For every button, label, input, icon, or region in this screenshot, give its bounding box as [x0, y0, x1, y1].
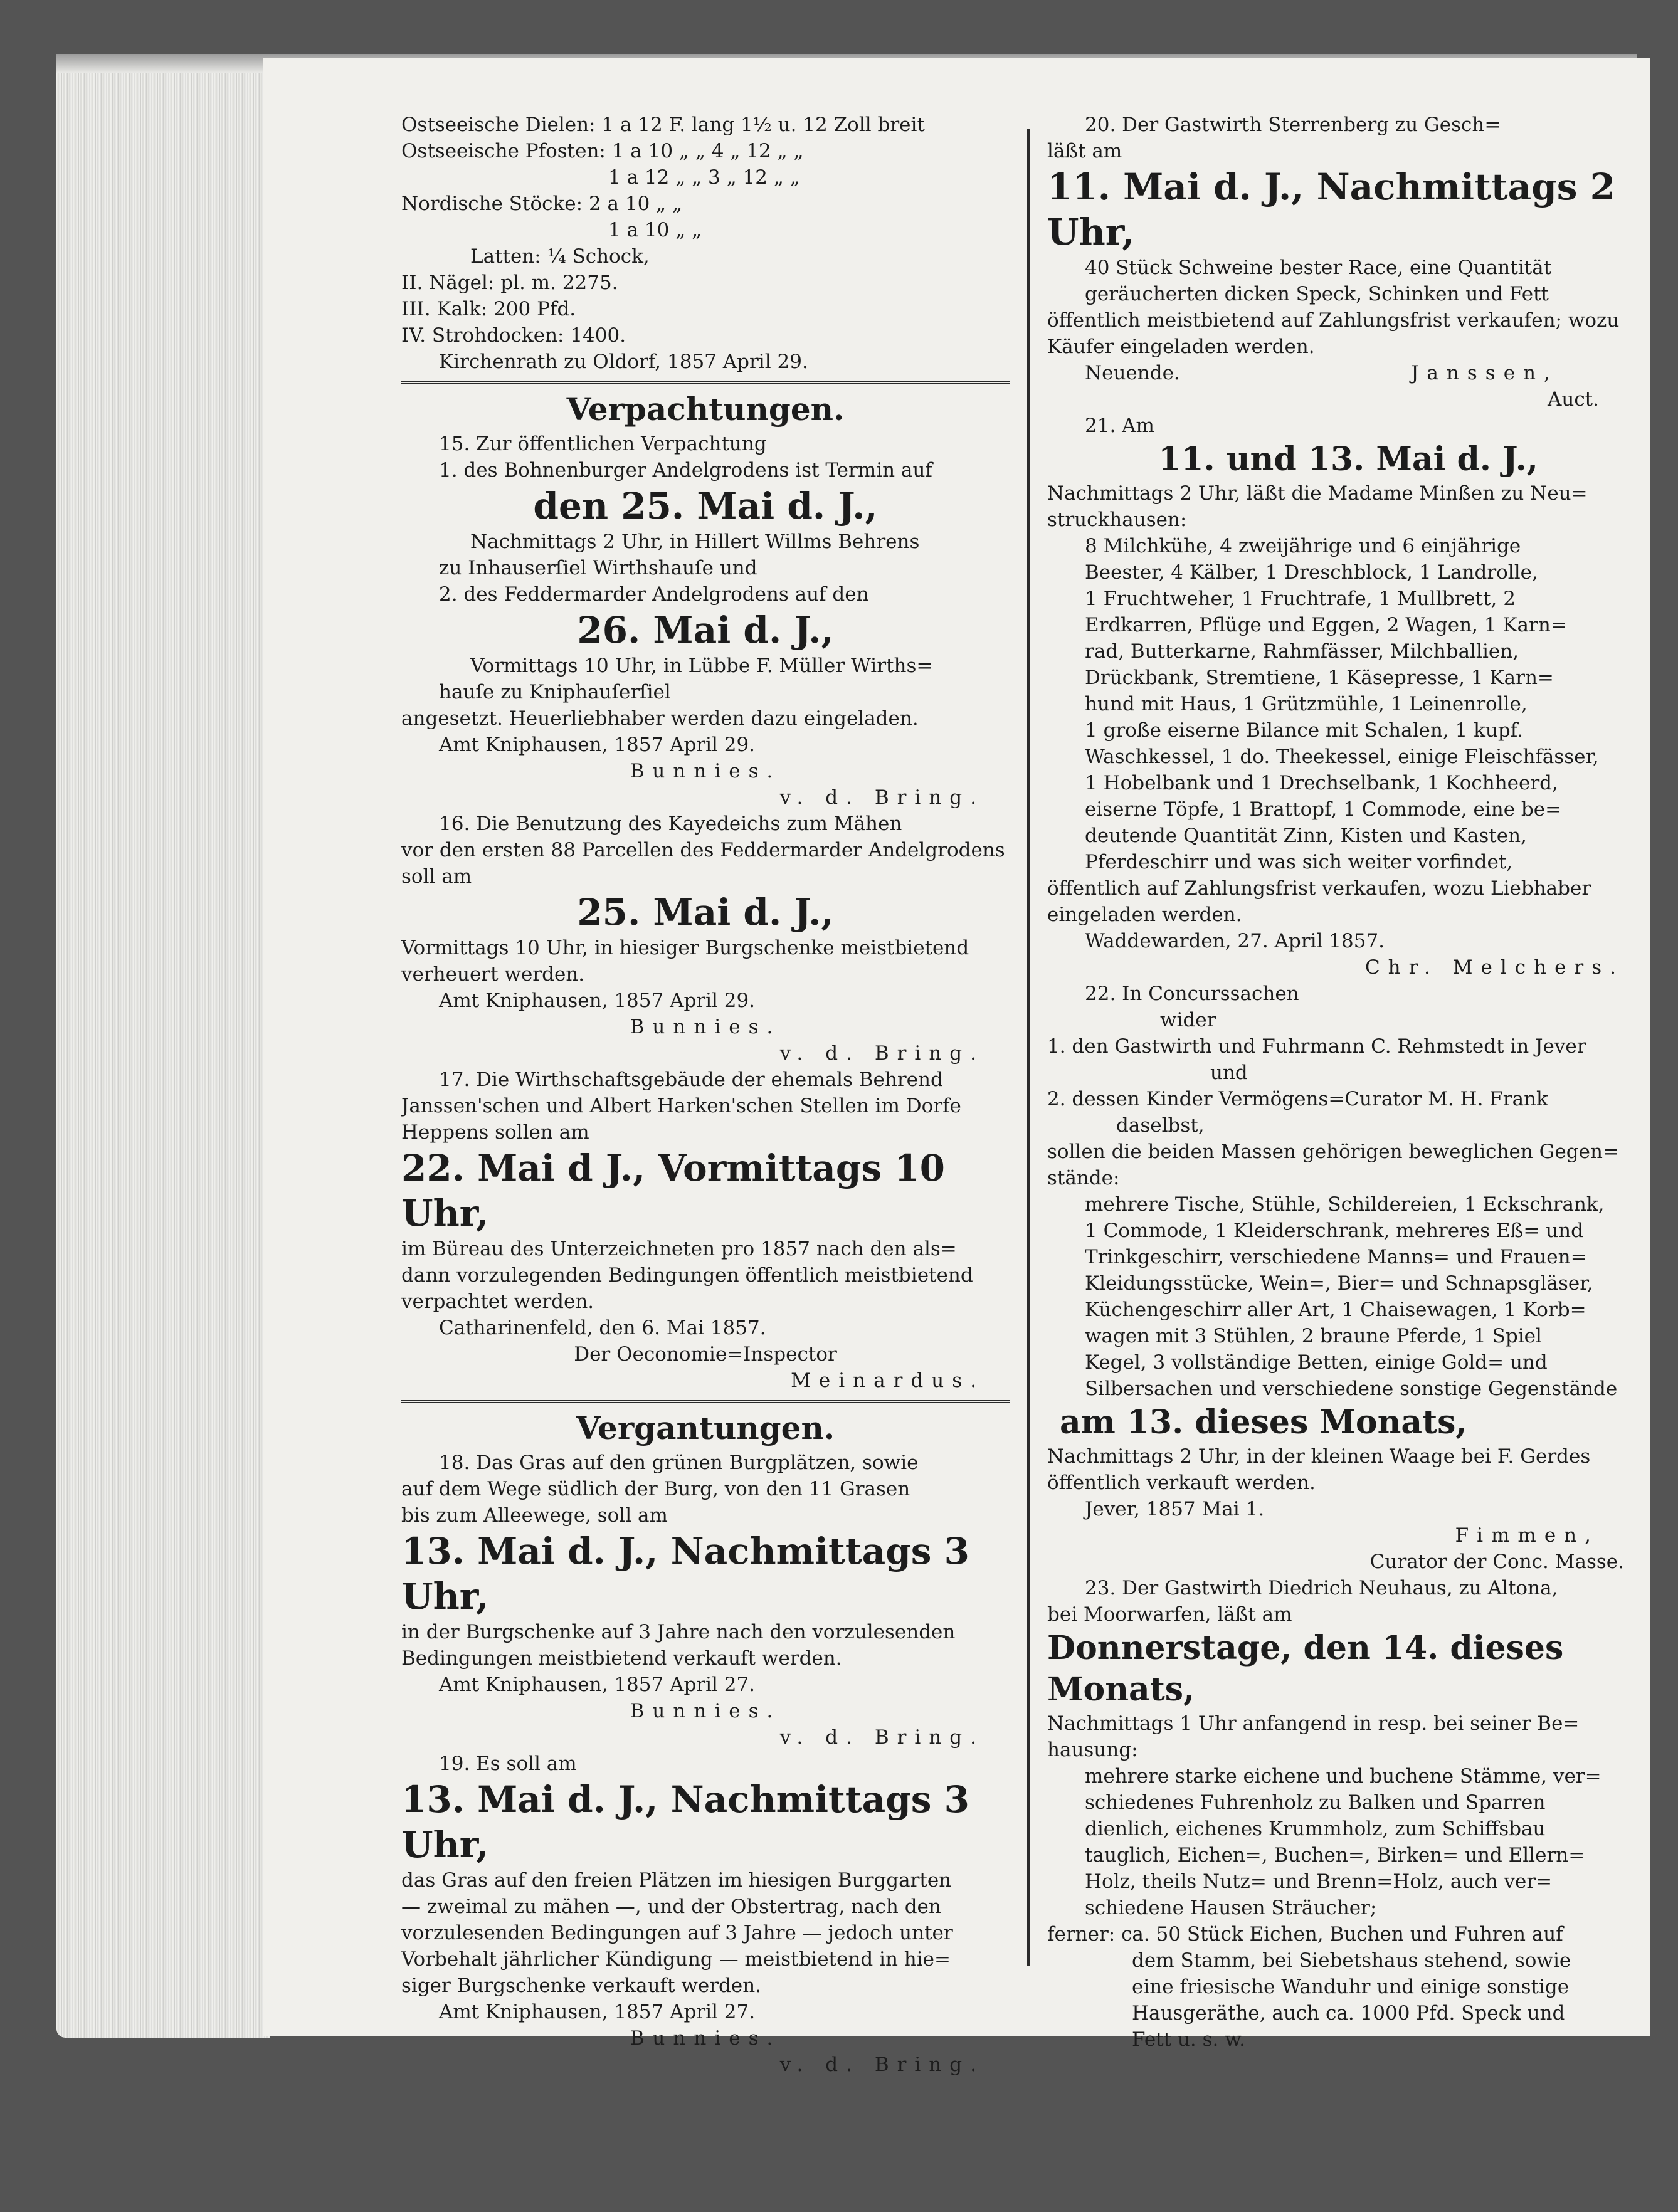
notice-line: soll am	[401, 865, 472, 888]
notice-line: stände:	[1047, 1167, 1120, 1189]
notice-line: 20. Der Gastwirth Sterrenberg zu Gesch=	[1085, 113, 1501, 136]
notice-signature: Fimmen,	[1455, 1524, 1599, 1547]
notice-line: Vormittags 10 Uhr, in hiesiger Burgschenke meistbietend	[401, 937, 969, 959]
notice-line: ferner: ca. 50 Stück Eichen, Buchen und Fuhren auf	[1047, 1923, 1563, 1946]
notice-date: 25. Mai d. J.,	[577, 891, 834, 934]
notice-line: hauſe zu Kniphauſerſiel	[439, 681, 671, 703]
notice-line: — zweimal zu mähen —, und der Obstertrag, nach den	[401, 1895, 941, 1918]
notice-line: eine friesische Wanduhr und einige sonstige	[1132, 1976, 1570, 1998]
notice-line: Jever, 1857 Mai 1.	[1085, 1498, 1265, 1520]
notice-line: verpachtet werden.	[401, 1290, 594, 1313]
notice-line: öffentlich verkauft werden.	[1047, 1472, 1316, 1494]
notice-line: tauglich, Eichen=, Buchen=, Birken= und Ellern=	[1085, 1844, 1585, 1867]
notice-line: Amt Kniphausen, 1857 April 29.	[439, 734, 756, 756]
notice-line: angesetzt. Heuerliebhaber werden dazu eingeladen.	[401, 707, 919, 730]
notice-line: Nachmittags 2 Uhr, in der kleinen Waage bei F. Gerdes	[1047, 1445, 1591, 1468]
notice-line: dem Stamm, bei Siebetshaus stehend, sowie	[1132, 1949, 1571, 1972]
notice-line: 23. Der Gastwirth Diedrich Neuhaus, zu Altona,	[1085, 1577, 1558, 1599]
notice-line: Holz, theils Nutz= und Brenn=Holz, auch ver=	[1085, 1870, 1553, 1893]
notice-line: vor den ersten 88 Parcellen des Feddermarder Andelgrodens	[401, 839, 1005, 861]
notice-line: rad, Butterkarne, Rahmfässer, Milchballien,	[1085, 640, 1519, 663]
notice-line: Waddewarden, 27. April 1857.	[1085, 930, 1385, 952]
notice-line: Vormittags 10 Uhr, in Lübbe F. Müller Wirths=	[470, 655, 933, 677]
notice-signature: Bunnies.	[630, 1016, 781, 1038]
notice-sign-row	[1047, 360, 1649, 386]
notice-date: 11. und 13. Mai d. J.,	[1158, 440, 1538, 478]
notice-line: Waschkessel, 1 do. Theekessel, einige Fleischfässer,	[1085, 745, 1599, 768]
notice-signature: Meinardus.	[791, 1369, 984, 1392]
notice-line: 18. Das Gras auf den grünen Burgplätzen, sowie	[439, 1451, 919, 1474]
notice-date: 13. Mai d. J., Nachmittags 3 Uhr,	[401, 1530, 969, 1618]
notice-line: 1 große eiserne Bilance mit Schalen, 1 kupf.	[1085, 719, 1523, 742]
timber-line: Latten: ¼ Schock,	[470, 245, 650, 268]
notice-line: Küchengeschirr aller Art, 1 Chaisewagen, 1 Korb=	[1085, 1298, 1586, 1321]
notice-line: Käufer eingeladen werden.	[1047, 335, 1315, 358]
notice-line: dann vorzulegenden Bedingungen öffentlich meistbietend	[401, 1264, 973, 1287]
notice-line: 2. des Feddermarder Andelgrodens auf den	[439, 583, 869, 606]
notice-line: wider	[1160, 1009, 1216, 1031]
notice-line: Vorbehalt jährlicher Kündigung — meistbietend in hie=	[401, 1948, 951, 1971]
notice-line: schiedenes Fuhrenholz zu Balken und Sparren	[1085, 1791, 1546, 1814]
notice-line: 1. den Gastwirth und Fuhrmann C. Rehmstedt in Jever	[1047, 1035, 1586, 1058]
section-rule	[401, 381, 1010, 384]
notice-signature: Janssen,	[1411, 362, 1558, 384]
notice-line: 19. Es soll am	[439, 1752, 577, 1775]
notice-line: 1. des Bohnenburger Andelgrodens ist Termin auf	[439, 459, 932, 482]
notice-signature-title: Auct.	[1547, 388, 1599, 411]
timber-line: 1 a 12 „ „ 3 „ 12 „ „	[608, 166, 800, 189]
column-divider	[1027, 129, 1030, 1966]
timber-line: III. Kalk: 200 Pfd.	[401, 298, 576, 320]
notice-line: Drückbank, Stremtiene, 1 Käsepresse, 1 Karn=	[1085, 666, 1554, 689]
section-heading-vergantungen: Vergantungen.	[576, 1409, 835, 1446]
notice-line: Kegel, 3 vollständige Betten, einige Gold= und	[1085, 1351, 1548, 1374]
timber-line: II. Nägel: pl. m. 2275.	[401, 271, 618, 294]
notice-signature: Chr. Melchers.	[1364, 956, 1624, 979]
notice-line: eingeladen werden.	[1047, 903, 1242, 926]
notice-line: 2. dessen Kinder Vermögens=Curator M. H. Frank	[1047, 1088, 1548, 1110]
notice-line: bei Moorwarfen, läßt am	[1047, 1603, 1292, 1626]
notice-line: geräucherten dicken Speck, Schinken und Fett	[1085, 283, 1549, 305]
notice-line: Silbersachen und verschiedene sonstige Gegenstände	[1085, 1377, 1618, 1400]
notice-date: 22. Mai d J., Vormittags 10 Uhr,	[401, 1147, 945, 1235]
notice-date: am 13. dieses Monats,	[1060, 1403, 1467, 1441]
notice-place: Neuende.	[1085, 362, 1180, 384]
notice-signature: v. d. Bring.	[779, 1726, 984, 1749]
notice-line: in der Burgschenke auf 3 Jahre nach den vorzulesenden	[401, 1621, 956, 1643]
notice-line: vorzulesenden Bedingungen auf 3 Jahre — jedoch unter	[401, 1922, 953, 1944]
notice-line: Kleidungsstücke, Wein=, Bier= und Schnapsgläser,	[1085, 1272, 1593, 1295]
notice-18	[401, 1450, 1010, 1751]
notice-15	[401, 431, 1010, 811]
timber-line: Ostseeische Pfosten: 1 a 10 „ „ 4 „ 12 „ „	[401, 140, 804, 162]
notice-line: zu Inhauserſiel Wirthshauſe und	[439, 557, 757, 579]
notice-line: schiedene Hausen Sträucher;	[1085, 1897, 1377, 1919]
notice-line: eiserne Töpfe, 1 Brattopf, 1 Commode, eine be=	[1085, 798, 1562, 821]
timber-signature: Kirchenrath zu Oldorf, 1857 April 29.	[439, 350, 808, 373]
timber-list	[401, 112, 1010, 375]
notice-line: 1 Hobelbank und 1 Drechselbank, 1 Kochheerd,	[1085, 772, 1558, 794]
notice-line: Nachmittags 2 Uhr, läßt die Madame Minßen zu Neu=	[1047, 482, 1588, 505]
notice-line: verheuert werden.	[401, 963, 585, 986]
notice-line: Amt Kniphausen, 1857 April 27.	[439, 2001, 756, 2023]
notice-line: läßt am	[1047, 140, 1122, 162]
notice-line: daselbst,	[1116, 1114, 1205, 1137]
notice-line: öffentlich meistbietend auf Zahlungsfrist verkaufen; wozu	[1047, 309, 1620, 332]
notice-line: 21. Am	[1085, 414, 1154, 437]
notice-16	[401, 811, 1010, 1066]
timber-line: IV. Strohdocken: 1400.	[401, 324, 626, 347]
notice-signature: v. d. Bring.	[779, 2053, 984, 2076]
notice-line: Amt Kniphausen, 1857 April 27.	[439, 1673, 756, 1696]
notice-line: 17. Die Wirthschaftsgebäude der ehemals Behrend	[439, 1068, 943, 1091]
notice-line: auf dem Wege südlich der Burg, von den 11 Grasen	[401, 1478, 910, 1500]
notice-line: Der Oeconomie=Inspector	[574, 1343, 837, 1366]
notice-line: Beester, 4 Kälber, 1 Dreschblock, 1 Landrolle,	[1085, 561, 1538, 584]
notice-line: und	[1210, 1061, 1248, 1084]
notice-line: dienlich, eichenes Krummholz, zum Schiffsbau	[1085, 1818, 1546, 1840]
notice-line: Heppens sollen am	[401, 1121, 589, 1144]
notice-line: 8 Milchkühe, 4 zweijährige und 6 einjährige	[1085, 535, 1521, 557]
notice-line: Nachmittags 1 Uhr anfangend in resp. bei seiner Be=	[1047, 1712, 1580, 1735]
notice-line: sollen die beiden Massen gehörigen beweglichen Gegen=	[1047, 1140, 1619, 1163]
notice-20	[1047, 112, 1649, 413]
left-column	[401, 112, 1010, 2078]
right-column	[1047, 112, 1649, 2053]
timber-line: Ostseeische Dielen: 1 a 12 F. lang 1½ u. 12 Zoll breit	[401, 113, 925, 136]
notice-line: öffentlich auf Zahlungsfrist verkaufen, wozu Liebhaber	[1047, 877, 1591, 900]
notice-line: wagen mit 3 Stühlen, 2 braune Pferde, 1 Spiel	[1085, 1325, 1542, 1347]
notice-line: Catharinenfeld, den 6. Mai 1857.	[439, 1317, 766, 1339]
notice-line: das Gras auf den freien Plätzen im hiesigen Burggarten	[401, 1869, 952, 1892]
notice-22	[1047, 981, 1649, 1575]
notice-date: 11. Mai d. J., Nachmittags 2 Uhr,	[1047, 166, 1615, 253]
notice-23	[1047, 1575, 1649, 2053]
notice-signature: v. d. Bring.	[779, 1042, 984, 1065]
notice-line: Janssen'schen und Albert Harken'schen Stellen im Dorfe	[401, 1095, 961, 1117]
notice-line: Pferdeschirr und was sich weiter vorfindet,	[1085, 851, 1513, 873]
notice-signature: Bunnies.	[630, 2027, 781, 2050]
notice-21	[1047, 413, 1649, 981]
notice-line: hund mit Haus, 1 Grützmühle, 1 Leinenrolle,	[1085, 693, 1528, 715]
notice-line: Hausgeräthe, auch ca. 1000 Pfd. Speck und	[1132, 2002, 1565, 2025]
notice-signature: Bunnies.	[630, 760, 781, 782]
notice-line: 1 Fruchtweher, 1 Fruchtrafe, 1 Mullbrett, 2	[1085, 587, 1516, 610]
notice-date: den 25. Mai d. J.,	[533, 485, 878, 527]
notice-line: mehrere starke eichene und buchene Stämme, ver=	[1085, 1765, 1601, 1788]
notice-signature-title: Curator der Conc. Masse.	[1369, 1551, 1624, 1573]
notice-line: 1 Commode, 1 Kleiderschrank, mehreres Eß= und	[1085, 1219, 1583, 1242]
notice-line: Amt Kniphausen, 1857 April 29.	[439, 989, 756, 1012]
notice-line: hausung:	[1047, 1739, 1138, 1761]
notice-line: bis zum Alleewege, soll am	[401, 1504, 668, 1527]
notice-line: mehrere Tische, Stühle, Schildereien, 1 Eckschrank,	[1085, 1193, 1605, 1216]
notice-line: Erdkarren, Pflüge und Eggen, 2 Wagen, 1 Karn=	[1085, 614, 1567, 636]
section-rule	[401, 1400, 1010, 1403]
timber-line: Nordische Stöcke: 2 a 10 „ „	[401, 192, 683, 215]
notice-signature: v. d. Bring.	[779, 786, 984, 809]
notice-line: Trinkgeschirr, verschiedene Manns= und Frauen=	[1085, 1246, 1587, 1268]
timber-line: 1 a 10 „ „	[608, 219, 702, 241]
notice-line: Bedingungen meistbietend verkauft werden.	[401, 1647, 842, 1670]
notice-line: 15. Zur öffentlichen Verpachtung	[439, 433, 767, 455]
notice-line: Fett u. s. w.	[1132, 2028, 1245, 2051]
notice-line: struckhausen:	[1047, 508, 1187, 531]
notice-line: siger Burgschenke verkauft werden.	[401, 1974, 762, 1997]
notice-19	[401, 1751, 1010, 2078]
notice-line: 16. Die Benutzung des Kayedeichs zum Mähen	[439, 813, 902, 835]
notice-date: 13. Mai d. J., Nachmittags 3 Uhr,	[401, 1778, 969, 1866]
notice-line: Nachmittags 2 Uhr, in Hillert Willms Behrens	[470, 530, 920, 553]
notice-date: Donnerstage, den 14. dieses Monats,	[1047, 1629, 1564, 1709]
notice-17	[401, 1066, 1010, 1394]
notice-line: im Büreau des Unterzeichneten pro 1857 nach den als=	[401, 1238, 957, 1260]
book-page-edges	[56, 56, 270, 2038]
notice-line: 40 Stück Schweine bester Race, eine Quantität	[1085, 256, 1552, 279]
notice-line: 22. In Concurssachen	[1085, 982, 1299, 1005]
notice-line: deutende Quantität Zinn, Kisten und Kasten,	[1085, 824, 1527, 847]
notice-signature: Bunnies.	[630, 1700, 781, 1722]
section-heading-verpachtungen: Verpachtungen.	[566, 391, 845, 428]
notice-date: 26. Mai d. J.,	[577, 609, 834, 651]
